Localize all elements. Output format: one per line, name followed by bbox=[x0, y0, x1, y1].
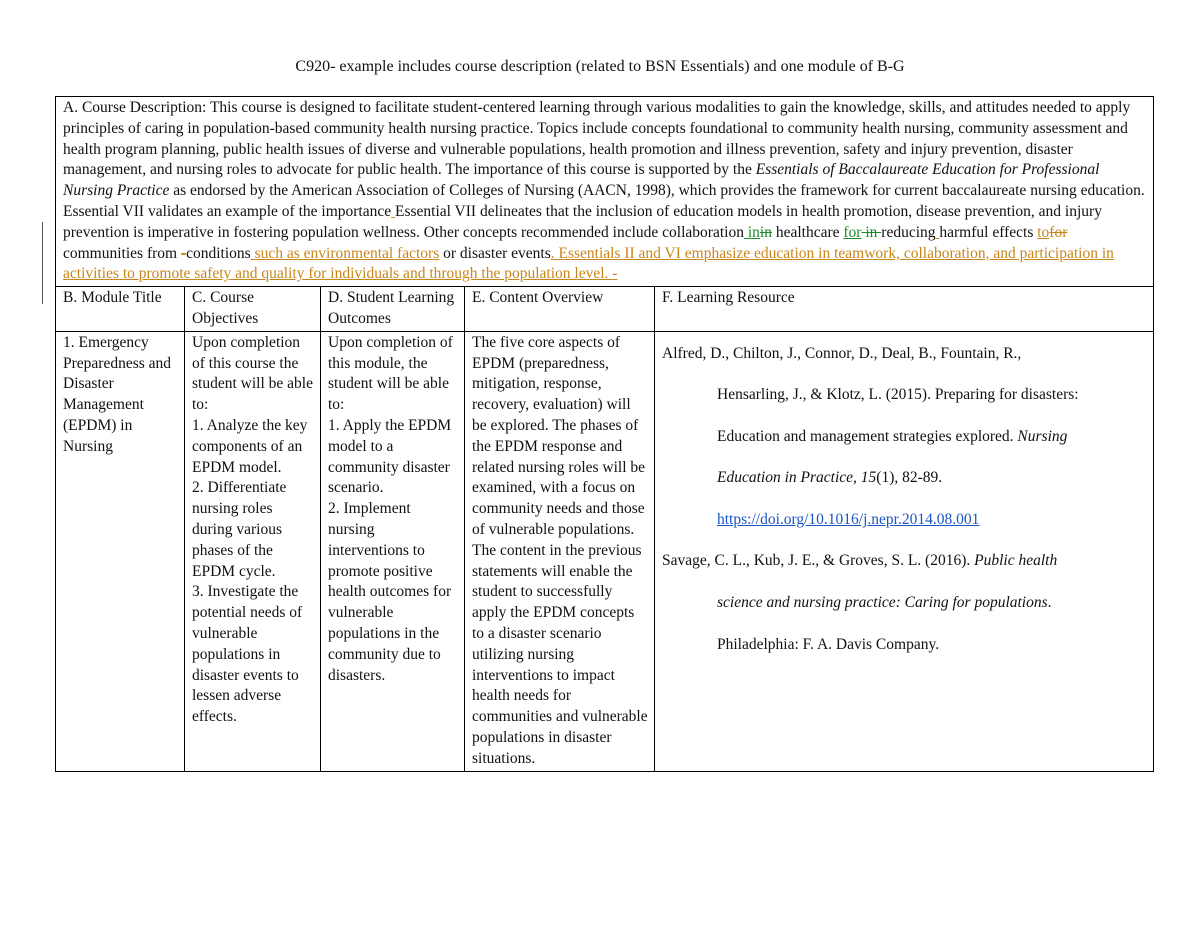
inserted-for: for bbox=[843, 223, 862, 241]
description-text-6: harmful effects bbox=[939, 223, 1038, 241]
course-table bbox=[55, 96, 1154, 772]
course-description-cell bbox=[56, 97, 1154, 287]
book-title: Public health bbox=[974, 552, 1058, 570]
journal-title: Nursing bbox=[1017, 427, 1068, 445]
header-learning-resource: F. Learning Resource bbox=[655, 287, 1154, 332]
module-title-cell: 1. Emergency Preparedness and Disaster Management (EPDM) in Nursing bbox=[56, 331, 185, 771]
reference-text: Education and management strategies explored. bbox=[717, 427, 1018, 445]
book-title: science and nursing practice: Caring for populations bbox=[717, 594, 1048, 612]
reference-line: Philadelphia: F. A. Davis Company. bbox=[717, 636, 940, 654]
document-title: C920- example includes course description (related to BSN Essentials) and one module of B-G bbox=[295, 58, 905, 75]
inserted-to: to bbox=[1037, 223, 1050, 241]
header-course-objectives: C. Course Objectives bbox=[185, 287, 321, 332]
description-text-5: reducing bbox=[881, 223, 936, 241]
reference-text: (1), 82-89. bbox=[876, 469, 943, 487]
course-description bbox=[63, 98, 1148, 285]
header-module-title: B. Module Title bbox=[56, 287, 185, 332]
deleted-in-2: in bbox=[861, 223, 882, 241]
inserted-in: in bbox=[743, 223, 760, 241]
description-text-7: communities from bbox=[63, 244, 181, 262]
learning-resource-cell bbox=[655, 331, 1154, 771]
inserted-such-as: such as environmental factors bbox=[250, 244, 440, 262]
content-overview-cell: The five core aspects of EPDM (preparedness, mitigation, response, recovery, evaluation) will be explored. The phases of the EPDM response and related nursing roles will be examined, with a focus on community needs and those of vulnerable populations. The content in the previous statements will enable the student to successfully apply the EPDM concepts to a disaster scenario utilizing nursing interventions to impact health needs for communities and vulnerable populations in disaster situations. bbox=[465, 331, 655, 771]
reference-line bbox=[662, 416, 1148, 458]
description-text-2: as endorsed by the American Association of Colleges of Nursing (AACN, 1998), which provides the framework for current baccalaureate nursing education. Essential VII validates an example of the importance bbox=[63, 182, 1145, 220]
header-content-overview: E. Content Overview bbox=[465, 287, 655, 332]
reference-line bbox=[662, 540, 1148, 582]
essentials-title: Essentials of Baccalaureate Education for Professional Nursing Practice bbox=[63, 161, 1100, 200]
description-text-3: Essential VII delineates that the inclusion of education models in health promotion, disease prevention, and injury prevention is imperative in fostering population wellness. Other concepts recommended include collaboration bbox=[63, 202, 1102, 241]
reference-text: Savage, C. L., Kub, J. E., & Groves, S. L. (2016). bbox=[662, 552, 975, 570]
description-text-9: or disaster events bbox=[439, 244, 551, 262]
reference-text: . bbox=[1047, 594, 1052, 612]
doi-link[interactable]: https://doi.org/10.1016/j.nepr.2014.08.001 bbox=[717, 510, 980, 528]
header-row bbox=[56, 287, 1154, 332]
change-bar bbox=[42, 222, 43, 304]
learning-outcomes-cell: Upon completion of this module, the student will be able to: 1. Apply the EPDM model to a community disaster scenario. 2. Implement nursing interventions to promote positive health outcomes for vulnerable populations in the community due to disasters. bbox=[321, 331, 465, 771]
reference-line bbox=[662, 582, 1148, 624]
inserted-essentials: . Essentials II and VI emphasize education in teamwork, collaboration, and participation in activities to promote safety and quality for individuals and through the population level. bbox=[63, 244, 1114, 283]
description-text-1: A. Course Description: This course is designed to facilitate student-centered learning through various modalities to gain the knowledge, skills, and attitudes needed to apply principles of caring in population-based community health nursing practice. Topics include concepts foundational to community health nursing, community assessment and health program planning, public health issues of diverse and vulnerable populations, health promotion and illness prevention, safety and injury prevention, disaster management, and nursing roles to advocate for public health. The importance of this course is supported by the bbox=[63, 99, 1131, 179]
reference-link-line bbox=[662, 499, 1148, 541]
deleted-for: for bbox=[1049, 223, 1068, 241]
reference-savage bbox=[662, 540, 1148, 666]
journal-title: Education in Practice, 15 bbox=[717, 469, 877, 487]
module-row bbox=[56, 331, 1154, 771]
deleted-in: in bbox=[759, 223, 772, 241]
description-text-8: conditions bbox=[186, 244, 251, 262]
course-objectives-cell: Upon completion of this course the student will be able to: 1. Analyze the key components of an EPDM model. 2. Differentiate nursing roles during various phases of the EPDM cycle. 3. Investigate the potential needs of vulnerable populations in disaster events to lessen adverse effects. bbox=[185, 331, 321, 771]
reference-alfred bbox=[662, 333, 1148, 541]
description-row bbox=[56, 97, 1154, 287]
reference-line: Alfred, D., Chilton, J., Connor, D., Deal, B., Fountain, R., bbox=[662, 344, 1022, 362]
deleted-dash: - bbox=[180, 244, 187, 262]
reference-line bbox=[662, 457, 1148, 499]
inserted-tail: - bbox=[612, 265, 618, 283]
reference-line: Hensarling, J., & Klotz, L. (2015). Preparing for disasters: bbox=[717, 386, 1079, 404]
description-text-4: healthcare bbox=[771, 223, 844, 241]
header-learning-outcomes: D. Student Learning Outcomes bbox=[321, 287, 465, 332]
